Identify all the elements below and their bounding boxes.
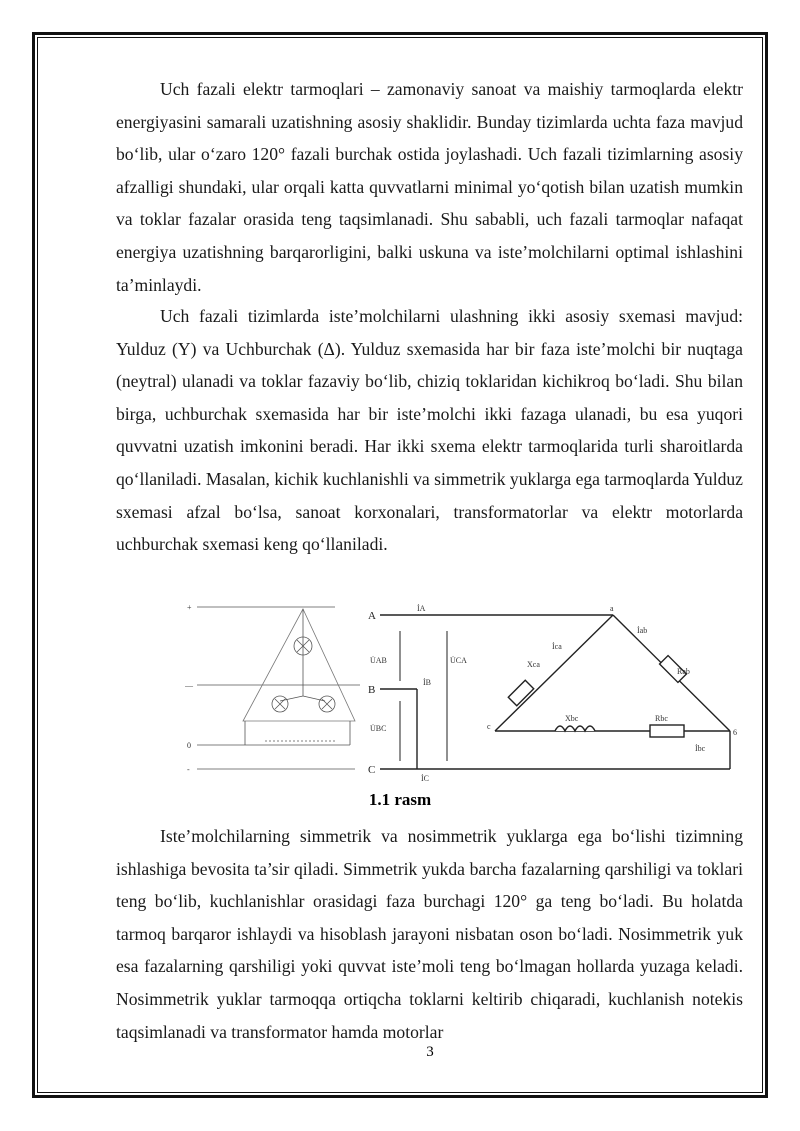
current-label-ica: İca: [552, 642, 562, 651]
node-label-a-small: a: [610, 604, 614, 613]
paragraph-3: Iste’molchilarning simmetrik va nosimmetrik yuklarga ega bo‘lishi tizimning ishlashiga bevosita ta’sir qiladi. Simmetrik yukda barcha fazalarning qarshiligi va toklari teng bo‘lib, kuchlanishlar orasidagi faza burchagi 120° ga teng bo‘ladi. Bu holatda tarmoq barqaror ishlaydi va hisoblash jarayoni nisbatan oson bo‘ladi. Nosimmetrik yuk esa fazalarning qarshiligi yoki quvvat iste’moli teng bo‘lmagan hollarda yuzaga keladi. Nosimmetrik yuklar tarmoqqa ortiqcha toklarni keltirib chiqaradi, kuchlanish notekis taqsimlanadi va transformator hamda motorlar: [116, 826, 743, 1042]
current-label-ibc: İbc: [695, 744, 706, 753]
node-label-b: B: [368, 684, 376, 696]
node-label-a: A: [368, 610, 376, 622]
delta-schematic: [380, 615, 730, 769]
left-label-plus: +: [187, 603, 192, 612]
node-label-c: C: [368, 764, 376, 776]
figure-caption: 1.1 rasm: [368, 790, 432, 809]
left-label-minus: -: [187, 765, 190, 774]
element-label-rab: Rab: [677, 667, 690, 676]
star-lamp-schematic: [197, 607, 360, 769]
voltage-label-ubc: U̇BC: [370, 724, 387, 733]
node-label-c-small: c: [487, 722, 491, 731]
element-label-xca: Xca: [527, 660, 540, 669]
current-label-ic: İC: [421, 774, 429, 781]
paragraph-1: Uch fazali elektr tarmoqlari – zamonaviy sanoat va maishiy tarmoqlarda elektr energiyasini samarali uzatishning asosiy shaklidir. Bunday tizimlarda uchta faza mavjud bo‘lib, ular o‘zaro 120° fazali burchak ostida joylashadi. Uch fazali tizimlarning asosiy afzalligi shundaki, ular orqali katta quvvatlarni minimal yo‘qotish bilan uzatish mumkin va toklar fazalar orasida teng taqsimlanadi. Shu sababli, uch fazali tarmoqlar nafaqat energiya uzatishning barqarorligini, balki uskuna va iste’molchilarni optimal ishlashini ta’minlaydi.: [116, 79, 743, 295]
current-label-iab: İab: [637, 626, 648, 635]
paragraph-2: Uch fazali tizimlarda iste’molchilarni ulashning ikki asosiy sxemasi mavjud: Yulduz (Y) va Uchburchak (Δ). Yulduz sxemasida har bir faza iste’molchi bir nuqtaga (neytral) ulanadi va toklar fazaviy bo‘lib, chiziq toklaridan kichikroq bo‘ladi. Shu bilan birga, uchburchak sxemasida har bir iste’molchi ikki fazaga ulanadi, bu esa yuqori quvvatni uzatish imkonini beradi. Har ikki sxema elektr tarmoqlarida turli sharoitlarda qo‘llaniladi. Masalan, kichik kuchlanishli va simmetrik yuklarga ega tarmoqlarda Yulduz sxemasi afzal bo‘lsa, sanoat korxonalari, transformatorlar va elektr motorlarda uchburchak sxemasi keng qo‘llaniladi.: [116, 306, 743, 555]
element-label-rbc: Rbc: [655, 714, 668, 723]
left-label-zero: 0: [187, 741, 191, 750]
voltage-label-uab: U̇AB: [370, 656, 387, 665]
left-label-dash: —: [185, 681, 193, 690]
voltage-label-uca: U̇CA: [450, 656, 467, 665]
node-label-b-small: 6: [733, 728, 737, 737]
three-phase-circuit-figure: [185, 601, 740, 781]
element-label-xbc: Xbc: [565, 714, 579, 723]
current-label-ia: İA: [417, 604, 426, 613]
page-number: 3: [426, 1044, 434, 1060]
current-label-ib: İB: [423, 678, 431, 687]
